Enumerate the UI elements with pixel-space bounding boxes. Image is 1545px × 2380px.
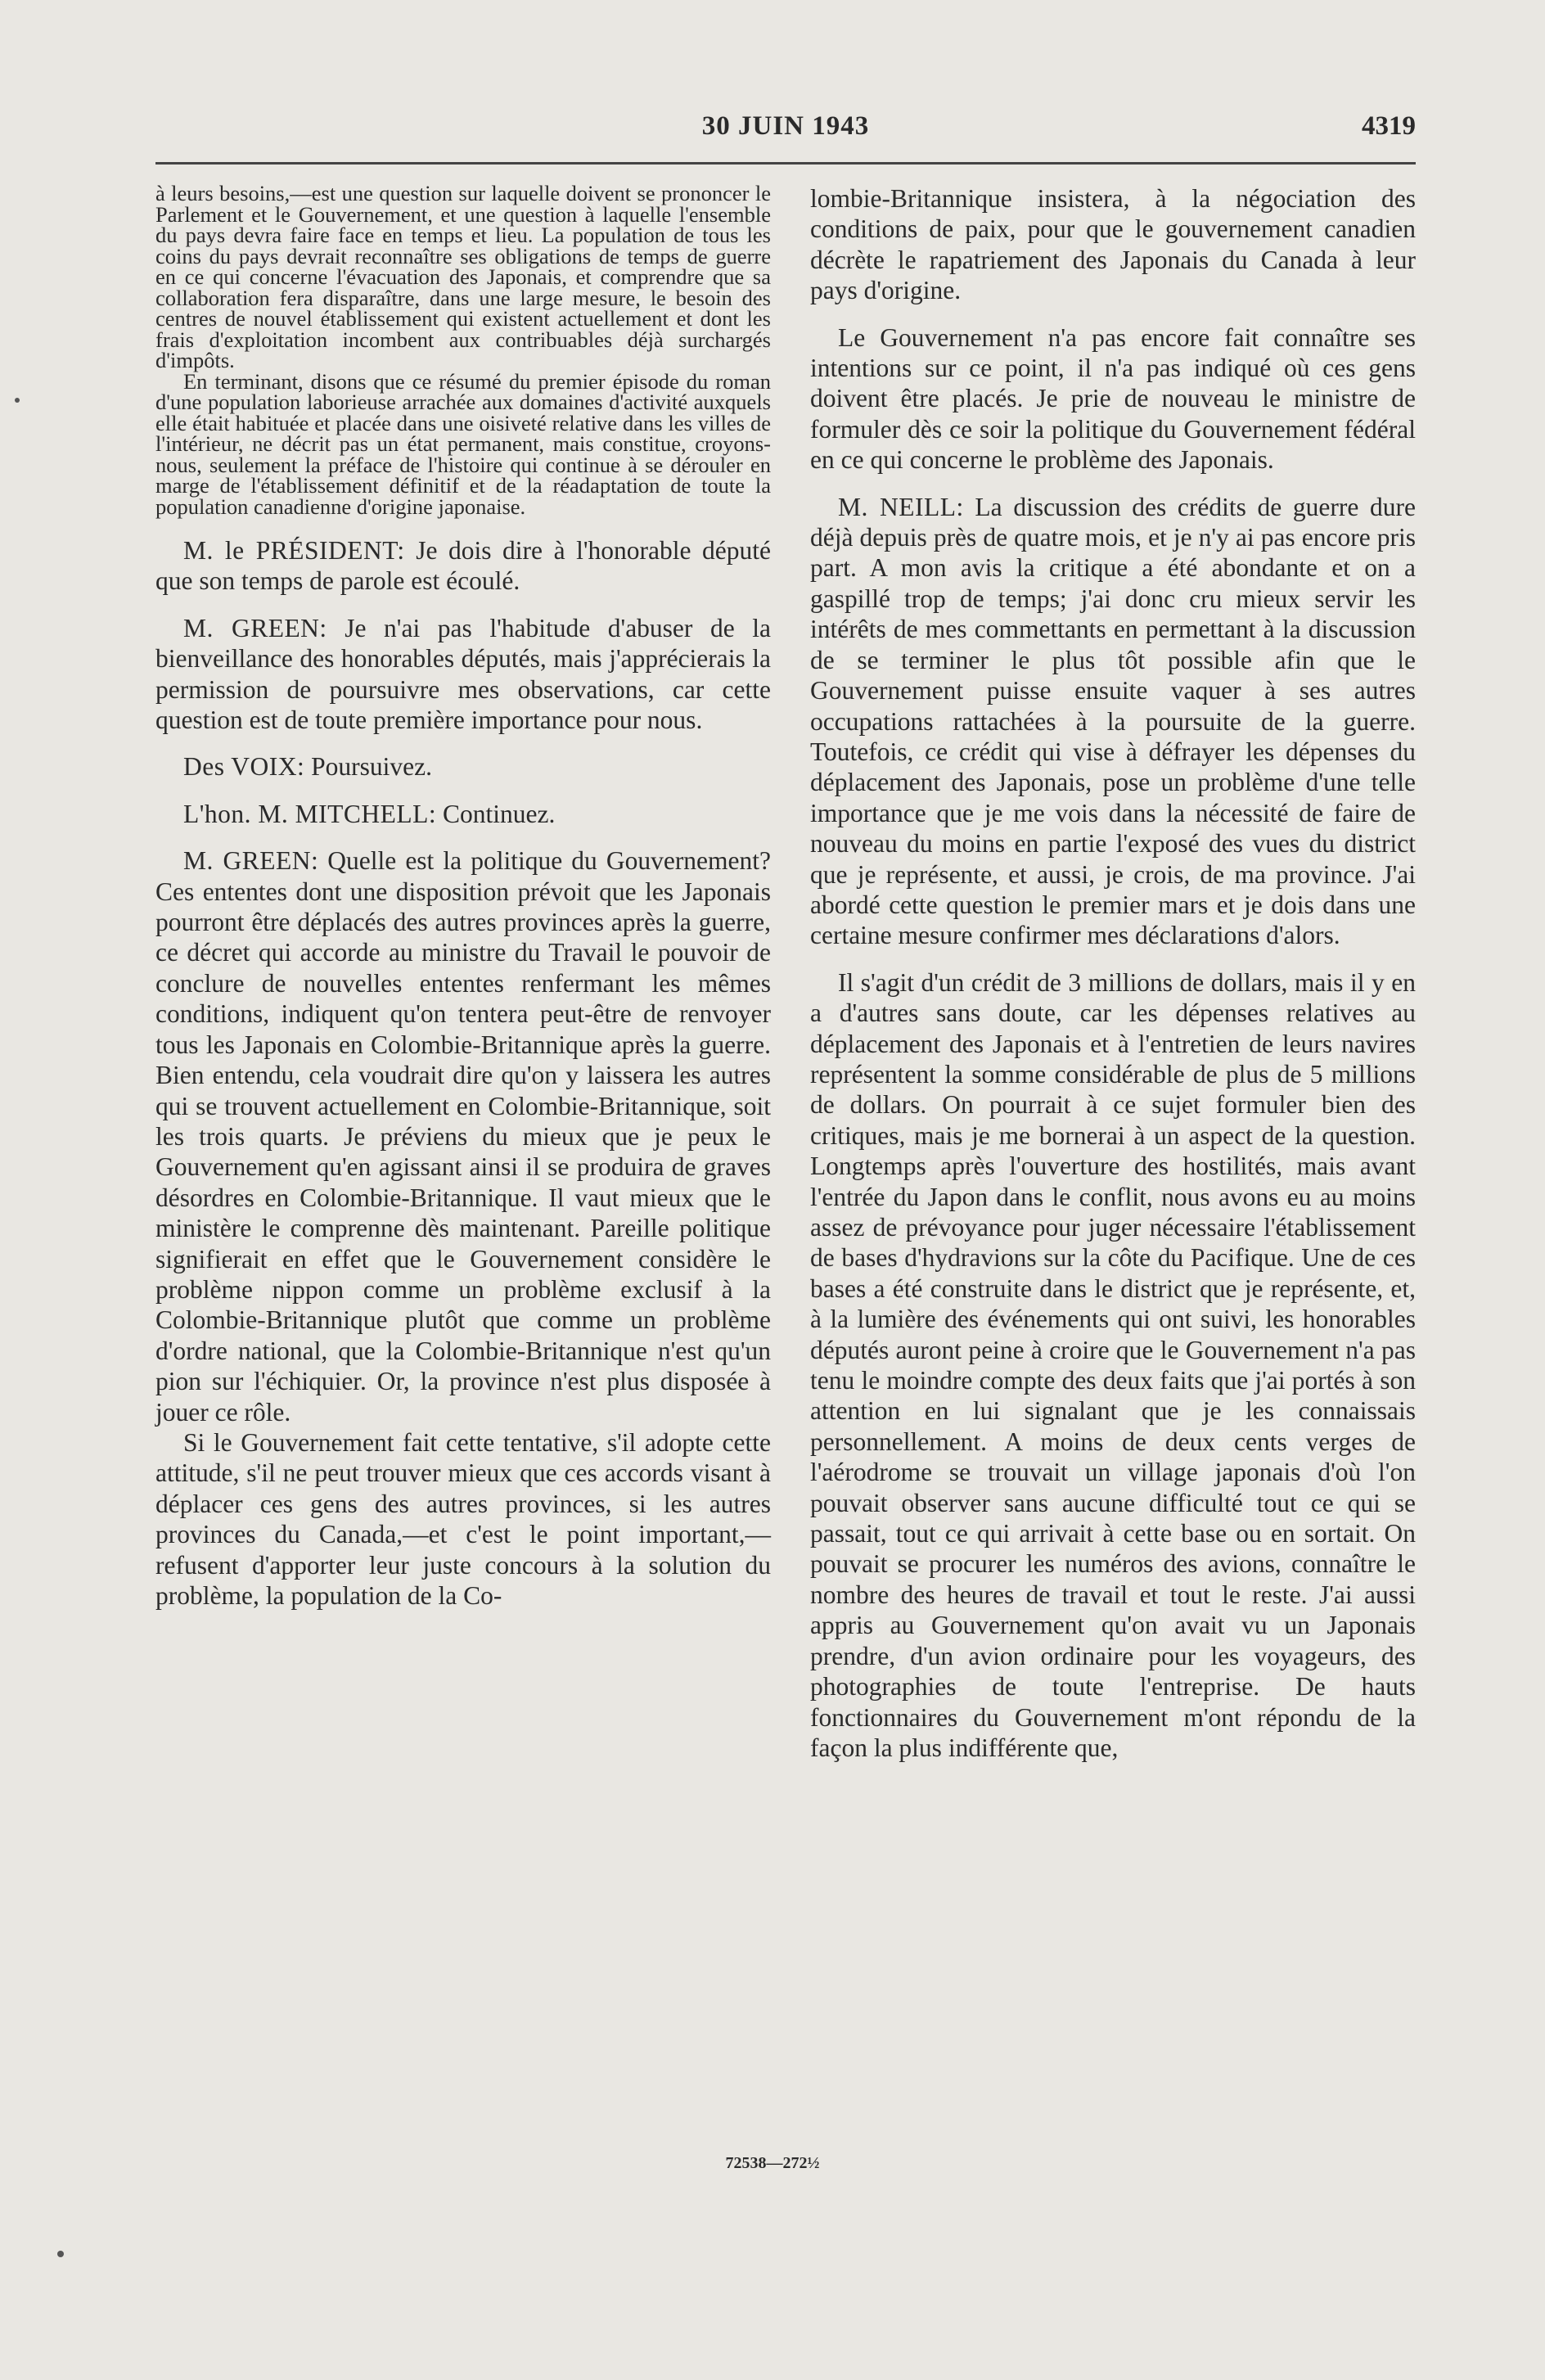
speech-text: La discussion des crédits de guerre dure déjà depuis près de quatre mois, et je n'y ai pas encore pris part. A mon avis la critique a été abondante et on a gaspillé trop de temps; j'ai donc cru mieux servir les intérêts de mes commettants en permettant à la discussion de se terminer le plus tôt possible afin que le Gouvernement puisse ensuite vaquer à ses autres occupations rattachées à la poursuite de la guerre. Toutefois, ce crédit qui vise à défrayer les dépenses du déplacement des Japonais, pose un problème d'une telle importance que je me vois dans la nécessité de faire de nouveau du moins en partie l'exposé des vues du district que je représente, et aussi, je crois, de ma province. J'ai abordé cette question le premier mars et je dois dans une certaine mesure confirmer mes déclarations d'alors.	[810, 492, 1416, 950]
small-text-block	[155, 183, 771, 517]
debate-block	[155, 535, 771, 1611]
speech-green	[155, 613, 771, 736]
speech-text: Je n'ai pas l'habitude d'abuser de la bienveillance des honorables députés, mais j'apprécierais la permission de poursuivre mes observations, car cette question est de toute première importance pour nous.	[155, 613, 771, 735]
left-column	[155, 183, 771, 1611]
scan-speck	[15, 398, 20, 403]
speech-mitchell	[155, 799, 771, 829]
right-column	[810, 183, 1416, 1763]
speaker-name: M. NEILL:	[838, 492, 964, 521]
paragraph: lombie-Britannique insistera, à la négociation des conditions de paix, pour que le gouvernement canadien décrète le rapatriement des Japonais du Canada à leur pays d'origine.	[810, 184, 1416, 305]
paragraph: Si le Gouvernement fait cette tentative, s'il adopte cette attitude, s'il ne peut trouver mieux que ces accords visant à déplacer ces gens des autres provinces, si les autres provinces du Canada,—et c'est le point important,—refusent d'apporter leur juste concours à la solution du problème, la population de la Co-	[155, 1427, 771, 1610]
paragraph: Il s'agit d'un crédit de 3 millions de dollars, mais il y en a d'autres sans doute, car les dépenses relatives au déplacement des Japonais et à l'entretien de leurs navires représentent la somme considérable de plus de 5 millions de dollars. On pourrait à ce sujet formuler bien des critiques, mais je me bornerai à un aspect de la question. Longtemps après l'ouverture des hostilités, mais avant l'entrée du Japon dans le conflit, nous avons eu au moins assez de prévoyance pour juger nécessaire l'établissement de bases d'hydravions sur la côte du Pacifique. Une de ces bases a été construite dans le district que je représente, et, à la lumière des événements qui ont suivi, les honorables députés auront peine à croire que le Gouvernement n'a pas tenu le moindre compte des deux faits que j'ai portés à son attention en lui signalant que je les connaissais personnellement. A moins de deux cents verges de l'aérodrome se trouvait un village japonais d'où l'on pouvait observer sans aucune difficulté tout ce qui se passait, tout ce qui arrivait à cette base ou en sortait. On pouvait se procurer les numéros des avions, connaître le nombre des heures de travail et tout le reste. J'ai aussi appris au Gouvernement qu'on avait vu un Japonais prendre, d'un avion ordinaire pour les voyageurs, des photographies de toute l'entreprise. De hauts fonctionnaires du Gouvernement m'ont répondu de la façon la plus indifférente que,	[810, 967, 1416, 1762]
header-rule	[155, 162, 1416, 165]
page-header	[155, 111, 1416, 152]
paragraph: à leurs besoins,—est une question sur laquelle doivent se prononcer le Parlement et le Gouvernement, et une question à laquelle l'ensemble du pays devra faire face en temps et lieu. La population de tous les coins du pays devrait reconnaître ses obligations de temps de guerre en ce qui concerne l'évacuation des Japonais, et comprendre que sa collaboration fera disparaître, dans une large mesure, le besoin des centres de nouvel établissement qui existent actuellement et dont les frais d'exploitation incombent aux contribuables déjà surchargés d'impôts.	[155, 181, 771, 372]
speech-green	[155, 845, 771, 1427]
page-footer: 72538—272½	[725, 2154, 820, 2172]
speaker-name: M. le PRÉSIDENT:	[183, 536, 405, 565]
speech-neill	[810, 492, 1416, 951]
speech-president	[155, 535, 771, 597]
speaker-name: Des VOIX:	[183, 752, 305, 782]
paragraph: Le Gouvernement n'a pas encore fait connaître ses intentions sur ce point, il n'a pas indiqué où ces gens doivent être placés. Je prie de nouveau le ministre de formuler dès ce soir la politique du Gouvernement fédéral en ce qui concerne le problème des Japonais.	[810, 322, 1416, 475]
speech-text: Poursuivez.	[304, 752, 433, 782]
speech-text: Quelle est la politique du Gouvernement? Ces ententes dont une disposition prévoit que les Japonais pourront être déplacés des autres provinces après la guerre, ce décret qui accorde au ministre du Travail le pouvoir de conclure de nouvelles ententes renfermant les mêmes conditions, indiquent qu'on tentera peut-être de renvoyer tous les Japonais en Colombie-Britannique après la guerre. Bien entendu, cela voudrait dire qu'on y laissera les autres qui se trouvent actuellement en Colombie-Britannique, soit les trois quarts. Je préviens du mieux que je peux le Gouvernement qu'en agissant ainsi il se produira de graves désordres en Colombie-Britannique. Il vaut mieux que le ministère le comprenne dès maintenant. Pareille politique signifierait en effet que le Gouvernement considère le problème nippon comme un problème exclusif à la Colombie-Britannique plutôt que comme un problème d'ordre national, que la Colombie-Britannique n'est qu'un pion sur l'échiquier. Or, la province n'est plus disposée à jouer ce rôle.	[155, 846, 772, 1427]
speech-text: Je dois dire à l'honorable député que son temps de parole est écoulé.	[155, 536, 771, 596]
page-number: 4319	[1362, 111, 1416, 141]
scan-speck	[57, 2251, 64, 2257]
speaker-name: M. GREEN:	[183, 846, 319, 876]
page-date: 30 JUIN 1943	[701, 111, 870, 141]
speaker-name: M. GREEN:	[183, 613, 327, 642]
speech-text: Continuez.	[436, 799, 556, 828]
speaker-name: L'hon. M. MITCHELL:	[183, 799, 437, 828]
paragraph: En terminant, disons que ce résumé du premier épisode du roman d'une population laborieuse arrachée aux domaines d'activité auxquels elle était habituée et placée dans une oisiveté relative dans les villes de l'intérieur, ne décrit pas un état permanent, mais constitue, croyons-nous, seulement la préface de l'histoire qui continue à se dérouler en marge de l'établissement définitif et de la réadaptation de toute la population canadienne d'origine japonaise.	[155, 368, 771, 519]
speech-voix	[155, 751, 771, 782]
